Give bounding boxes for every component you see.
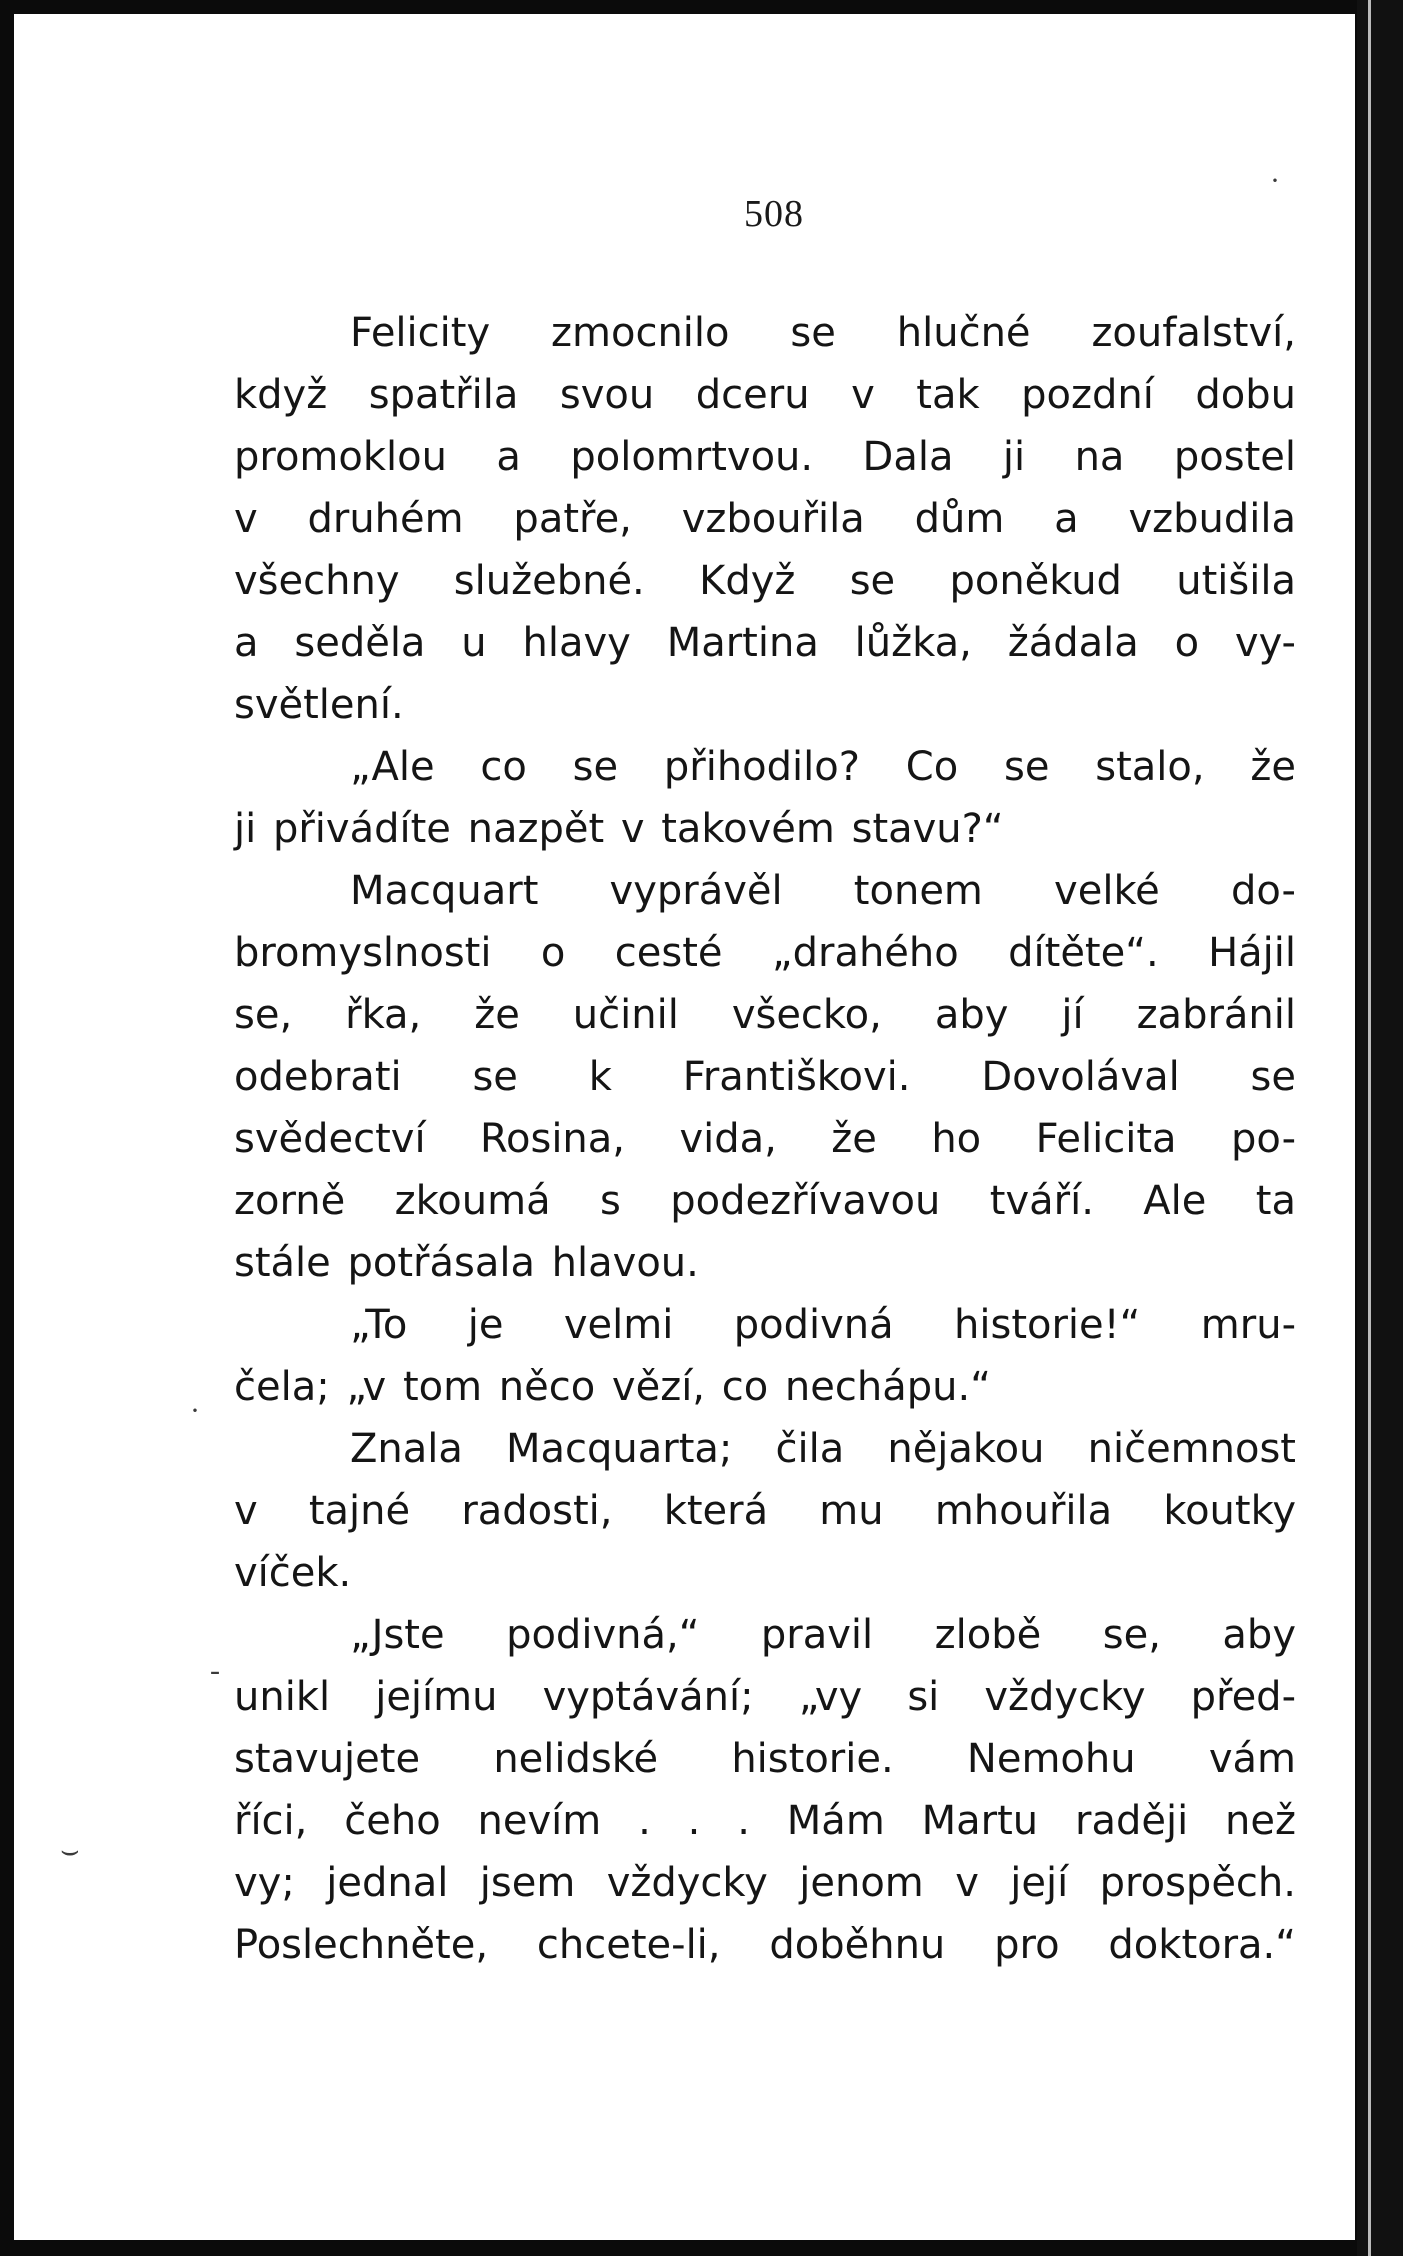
binding-edge <box>1357 0 1403 2256</box>
text-line: všechny služebné. Když se poněkud utišila <box>234 558 1296 604</box>
text-line: promoklou a polomrtvou. Dala ji na postel <box>234 434 1296 480</box>
text-line: ji přivádíte nazpět v takovém stavu?“ <box>234 806 1004 852</box>
text-line: Znala Macquarta; čila nějakou ničemnost <box>350 1426 1296 1472</box>
scan-speck: ⌣ <box>60 1834 80 1867</box>
text-line: svědectví Rosina, vida, že ho Felicita po- <box>234 1116 1296 1162</box>
text-line: „To je velmi podivná historie!“ mru- <box>350 1302 1296 1348</box>
text-line: „Jste podivná,“ pravil zlobě se, aby <box>350 1612 1296 1658</box>
body-text <box>234 302 1296 1976</box>
text-line: a seděla u hlavy Martina lůžka, žádala o vy- <box>234 620 1296 666</box>
text-line: unikl jejímu vyptávání; „vy si vždycky před- <box>234 1674 1296 1720</box>
text-line: když spatřila svou dceru v tak pozdní dobu <box>234 372 1296 418</box>
text-line: světlení. <box>234 682 404 728</box>
text-line: odebrati se k Františkovi. Dovolával se <box>234 1054 1296 1100</box>
text-line: v tajné radosti, která mu mhouřila koutky <box>234 1488 1296 1534</box>
text-line: Poslechněte, chcete-li, doběhnu pro doktora.“ <box>234 1922 1296 1968</box>
text-line: stále potřásala hlavou. <box>234 1240 699 1286</box>
text-line: se, řka, že učinil všecko, aby jí zabránil <box>234 992 1296 1038</box>
text-line: víček. <box>234 1550 352 1596</box>
text-line: říci, čeho nevím . . . Mám Martu raději než <box>234 1798 1296 1844</box>
text-line: Macquart vyprávěl tonem velké do- <box>350 868 1296 914</box>
scan-speck: · <box>190 1394 200 1427</box>
scan-speck: - <box>210 1654 220 1687</box>
page-number: 508 <box>744 193 804 235</box>
binding-highlight <box>1368 0 1371 2256</box>
text-line: „Ale co se přihodilo? Co se stalo, že <box>350 744 1296 790</box>
text-line: stavujete nelidské historie. Nemohu vám <box>234 1736 1296 1782</box>
scan-speck: · <box>1270 164 1280 197</box>
text-line: čela; „v tom něco vězí, co nechápu.“ <box>234 1364 991 1410</box>
text-line: vy; jednal jsem vždycky jenom v její prospěch. <box>234 1860 1296 1906</box>
text-line: bromyslnosti o cesté „drahého dítěte“. Hájil <box>234 930 1296 976</box>
text-line: v druhém patře, vzbouřila dům a vzbudila <box>234 496 1296 542</box>
scanned-page <box>14 14 1355 2240</box>
text-line: zorně zkoumá s podezřívavou tváří. Ale ta <box>234 1178 1296 1224</box>
text-line: Felicity zmocnilo se hlučné zoufalství, <box>350 310 1296 356</box>
